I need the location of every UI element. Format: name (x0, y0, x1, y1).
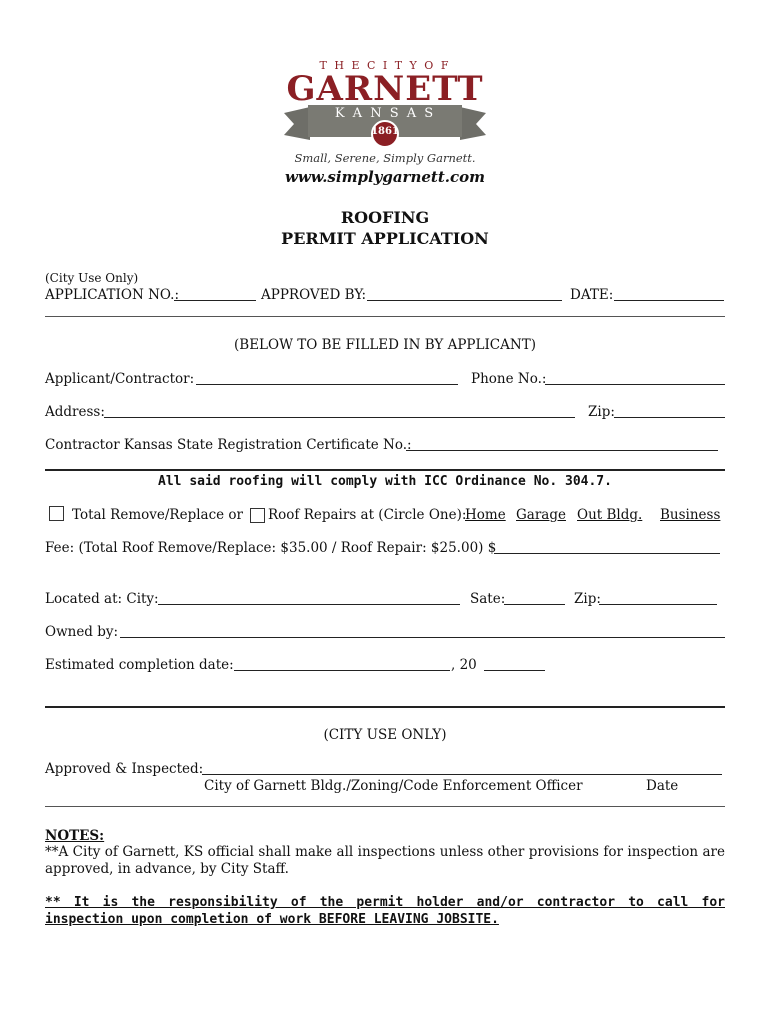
notes-heading: NOTES: (45, 828, 105, 844)
location-option-home[interactable]: Home (465, 507, 506, 523)
date-field[interactable] (614, 300, 724, 301)
zip-field[interactable] (614, 417, 725, 418)
logo-top-text: T H E C I T Y O F (319, 59, 451, 72)
state-field[interactable] (504, 604, 565, 605)
roof-repairs-label: Roof Repairs at (Circle One): (268, 507, 467, 523)
zip-label: Zip: (588, 404, 615, 420)
phone-field[interactable] (545, 384, 725, 385)
location-option-garage[interactable]: Garage (516, 507, 566, 523)
form-title: ROOFING (340, 208, 430, 227)
approved-by-label: APPROVED BY: (261, 287, 367, 303)
location-option-business[interactable]: Business (660, 507, 721, 523)
phone-label: Phone No.: (471, 371, 547, 387)
applicant-field[interactable] (196, 384, 458, 385)
applicant-section-header: (BELOW TO BE FILLED IN BY APPLICANT) (234, 337, 536, 353)
city-logo (270, 55, 500, 190)
state-label: Sate: (470, 591, 506, 607)
owned-by-field[interactable] (120, 637, 725, 638)
city-use-bottom-label: (CITY USE ONLY) (323, 727, 447, 743)
located-zip-label: Zip: (574, 591, 601, 607)
notes-text: **A City of Garnett, KS official shall make all inspections unless other provisions for inspection are approved, in advance, by City Staff. (45, 844, 725, 877)
registration-field[interactable] (406, 450, 718, 451)
address-label: Address: (45, 404, 105, 420)
completion-date-label: Estimated completion date: (45, 657, 234, 673)
divider (45, 316, 725, 317)
logo-city-name: GARNETT (286, 69, 484, 109)
officer-caption: City of Garnett Bldg./Zoning/Code Enforcement Officer (204, 778, 583, 794)
located-city-label: Located at: City: (45, 591, 159, 607)
location-option-out-bldg[interactable]: Out Bldg. (577, 507, 643, 523)
located-zip-field[interactable] (599, 604, 717, 605)
date-caption: Date (646, 778, 679, 794)
address-field[interactable] (104, 417, 575, 418)
approved-inspected-label: Approved & Inspected: (45, 761, 204, 777)
logo-year: 1861 (371, 126, 399, 137)
completion-date-field[interactable] (234, 670, 450, 671)
total-remove-label: Total Remove/Replace or (72, 507, 243, 523)
form-subtitle: PERMIT APPLICATION (281, 229, 489, 248)
approved-inspected-field[interactable] (202, 774, 722, 775)
roof-repairs-checkbox[interactable] (250, 508, 265, 523)
application-no-field[interactable] (174, 300, 256, 301)
logo-tagline: Small, Serene, Simply Garnett. (294, 151, 476, 165)
divider-bottom (45, 806, 725, 807)
section-divider-bottom (45, 706, 725, 708)
city-use-label: (City Use Only) (45, 271, 139, 285)
completion-year-prefix: , 20 (451, 657, 477, 673)
logo-state-text: K A N S A S (334, 106, 436, 121)
located-city-field[interactable] (158, 604, 460, 605)
fee-field[interactable] (494, 553, 720, 554)
application-no-label: APPLICATION NO.: (45, 287, 179, 303)
notes-warning: ** It is the responsibility of the permit holder and/or contractor to call for inspection upon completion of work BEFORE LEAVING JOBSITE. (45, 895, 725, 927)
fee-label: Fee: (Total Roof Remove/Replace: $35.00 / Roof Repair: $25.00) $ (45, 540, 497, 556)
registration-label: Contractor Kansas State Registration Certificate No.: (45, 437, 412, 453)
approved-by-field[interactable] (367, 300, 562, 301)
completion-year-field[interactable] (484, 670, 545, 671)
logo-url: www.simplygarnett.com (284, 168, 486, 186)
date-label: DATE: (570, 287, 614, 303)
total-remove-checkbox[interactable] (49, 506, 64, 521)
applicant-label: Applicant/Contractor: (45, 371, 195, 387)
section-divider (45, 469, 725, 471)
owned-by-label: Owned by: (45, 624, 119, 640)
compliance-statement: All said roofing will comply with ICC Ordinance No. 304.7. (158, 474, 612, 489)
